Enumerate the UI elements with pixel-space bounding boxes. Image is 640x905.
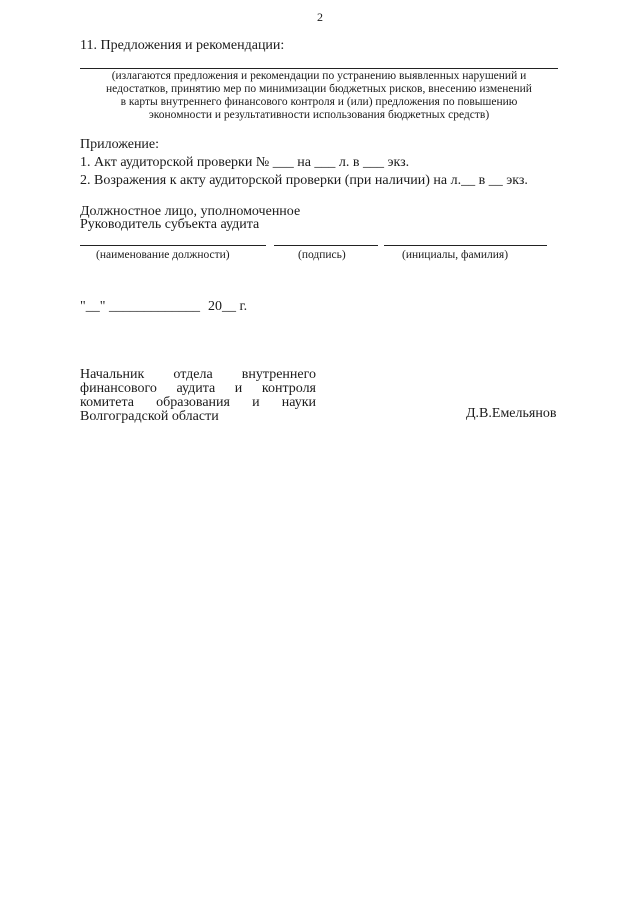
appendix-item: 2. Возражения к акту аудиторской проверки (при наличии) на л.__ в __ экз.: [80, 173, 528, 188]
date-month-blank: _____________: [109, 299, 200, 314]
official-title-line: Должностное лицо, уполномоченное: [80, 204, 301, 219]
signatory-title-line: [80, 368, 316, 382]
title-word: комитета: [80, 395, 135, 410]
signatory-title: [80, 368, 316, 424]
signatory-title-line: Волгоградской области: [80, 409, 219, 424]
hint-line: экономности и результативности использования бюджетных средств): [148, 109, 490, 121]
title-word: аудита: [176, 381, 216, 396]
title-word: внутреннего: [241, 367, 316, 382]
proposals-hint: [80, 70, 558, 122]
hint-line: в карты внутреннего финансового контроля и (или) предложения по повышению: [120, 96, 518, 108]
name-caption: (инициалы, фамилия): [402, 249, 509, 261]
title-word: образования: [156, 395, 230, 410]
title-word: Начальник: [80, 367, 145, 382]
position-fill-line: [80, 245, 266, 246]
appendix-item: 1. Акт аудиторской проверки № ___ на ___ л. в ___ экз.: [80, 155, 410, 170]
signatory-title-line: [80, 382, 316, 396]
title-word: науки: [281, 395, 316, 410]
title-word: финансового: [80, 381, 157, 396]
signatory-title-line: [80, 396, 316, 410]
title-word: и: [252, 395, 260, 410]
date-year: 20__ г.: [208, 299, 248, 314]
signature-fill-line: [274, 245, 378, 246]
proposals-fill-line: [80, 68, 558, 69]
signature-caption: (подпись): [298, 249, 346, 261]
appendix-title: Приложение:: [80, 137, 160, 152]
name-fill-line: [384, 245, 547, 246]
title-word: и: [234, 381, 243, 396]
date-day-placeholder: "__": [80, 299, 106, 314]
hint-line: недостатков, принятию мер по минимизации бюджетных рисков, внесению изменений: [106, 83, 532, 95]
auditee-head-title-line: Руководитель субъекта аудита: [80, 217, 260, 232]
signatory-name: Д.В.Емельянов: [466, 406, 557, 421]
hint-line: (излагаются предложения и рекомендации по устранению выявленных нарушений и: [111, 70, 527, 82]
position-caption: (наименование должности): [96, 249, 230, 261]
page-number: 2: [317, 10, 323, 24]
section-heading: 11. Предложения и рекомендации:: [80, 38, 285, 53]
title-word: отдела: [173, 367, 213, 382]
title-word: контроля: [261, 381, 316, 396]
